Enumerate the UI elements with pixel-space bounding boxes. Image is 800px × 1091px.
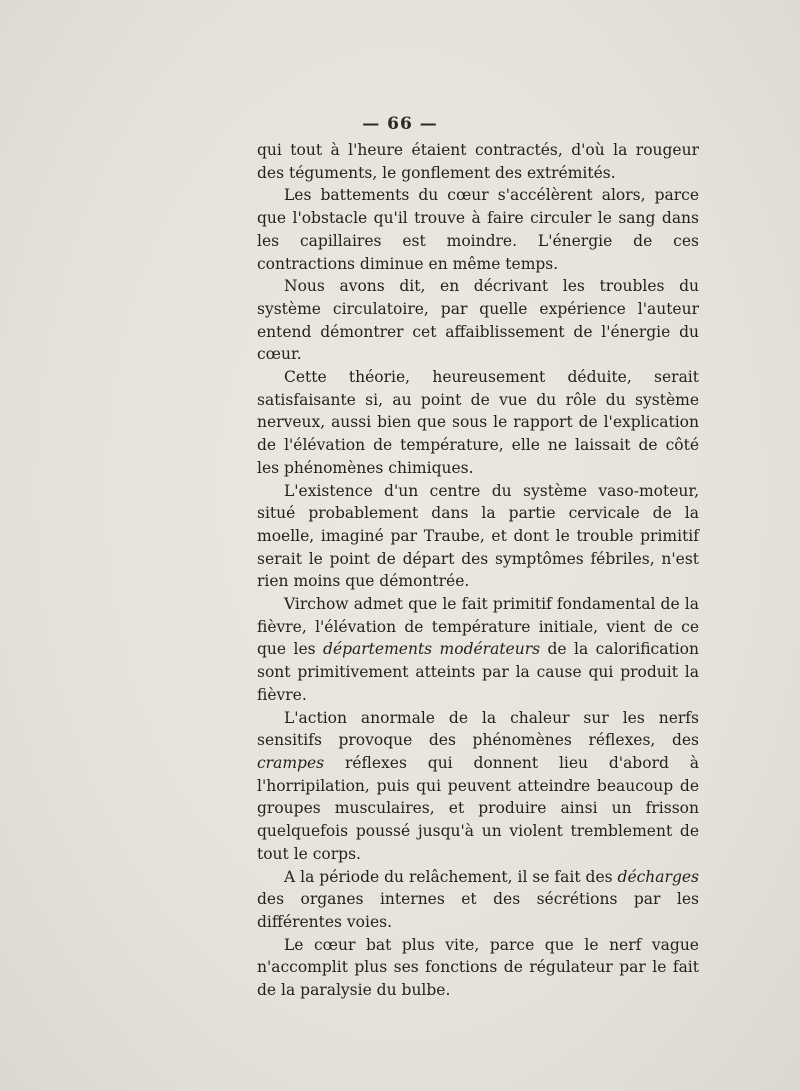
paragraph-text: A la période du relâchement, il se fait des bbox=[284, 867, 618, 886]
paragraph-text: de la calorification sont primitivement atteints par la cause qui produit la fièvre. bbox=[257, 640, 699, 704]
paragraph-virchow bbox=[257, 593, 699, 707]
italic-term: décharges bbox=[617, 867, 699, 886]
paragraph-vagus-nerve: Le cœur bat plus vite, parce que le nerf vague n'accomplit plus ses fonctions de régulateur par le fait de la paralysie du bulbe. bbox=[257, 935, 699, 1000]
paragraph-continuation: qui tout à l'heure étaient contractés, d'où la rougeur des téguments, le gonflement des extrémités. bbox=[257, 141, 699, 182]
italic-term: crampes bbox=[257, 753, 325, 772]
paragraph-text: réflexes qui donnent lieu d'abord à l'horripilation, puis qui peuvent atteindre beaucoup de groupes musculaires, et produire ainsi un frisson quelquefois poussé jusqu'à un violent tremblement de tout le corps. bbox=[257, 753, 699, 863]
paragraph-heart-acceleration: Les battements du cœur s'accélèrent alors, parce que l'obstacle qu'il trouve à faire circuler le sang dans les capillaires est moindre. L'énergie de ces contractions diminue en même temps. bbox=[257, 186, 699, 273]
paragraph-reflex-cramps bbox=[257, 707, 699, 866]
italic-term: départements modérateurs bbox=[323, 640, 541, 659]
paragraph-circulatory-experiment: Nous avons dit, en décrivant les troubles du système circulatoire, par quelle expérience l'auteur entend démontrer cet affaiblissement de l'énergie du cœur. bbox=[257, 277, 699, 364]
page-number: — 66 — bbox=[362, 114, 438, 134]
body-text bbox=[257, 139, 699, 1002]
paragraph-traube-center: L'existence d'un centre du système vaso-moteur, situé probablement dans la partie cervicale de la moelle, imaginé par Traube, et dont le trouble primitif serait le point de départ des symptômes fébriles, n'est rien moins que démontrée. bbox=[257, 481, 699, 591]
paragraph-theory-critique: Cette théorie, heureusement déduite, serait satisfaisante si, au point de vue du rôle du système nerveux, aussi bien que sous le rapport de l'explication de l'élévation de température, elle ne laissait de côté les phénomènes chimiques. bbox=[257, 368, 699, 477]
paragraph-text: Virchow admet que le fait primitif fondamental de la fièvre, l'élévation de température initiale, vient de ce que les bbox=[257, 595, 699, 659]
paragraph-text: des organes internes et des sécrétions par les différentes voies. bbox=[257, 890, 699, 931]
paragraph-relaxation bbox=[257, 866, 699, 934]
paragraph-text: L'action anormale de la chaleur sur les nerfs sensitifs provoque des phénomènes réflexes, des bbox=[257, 708, 699, 750]
